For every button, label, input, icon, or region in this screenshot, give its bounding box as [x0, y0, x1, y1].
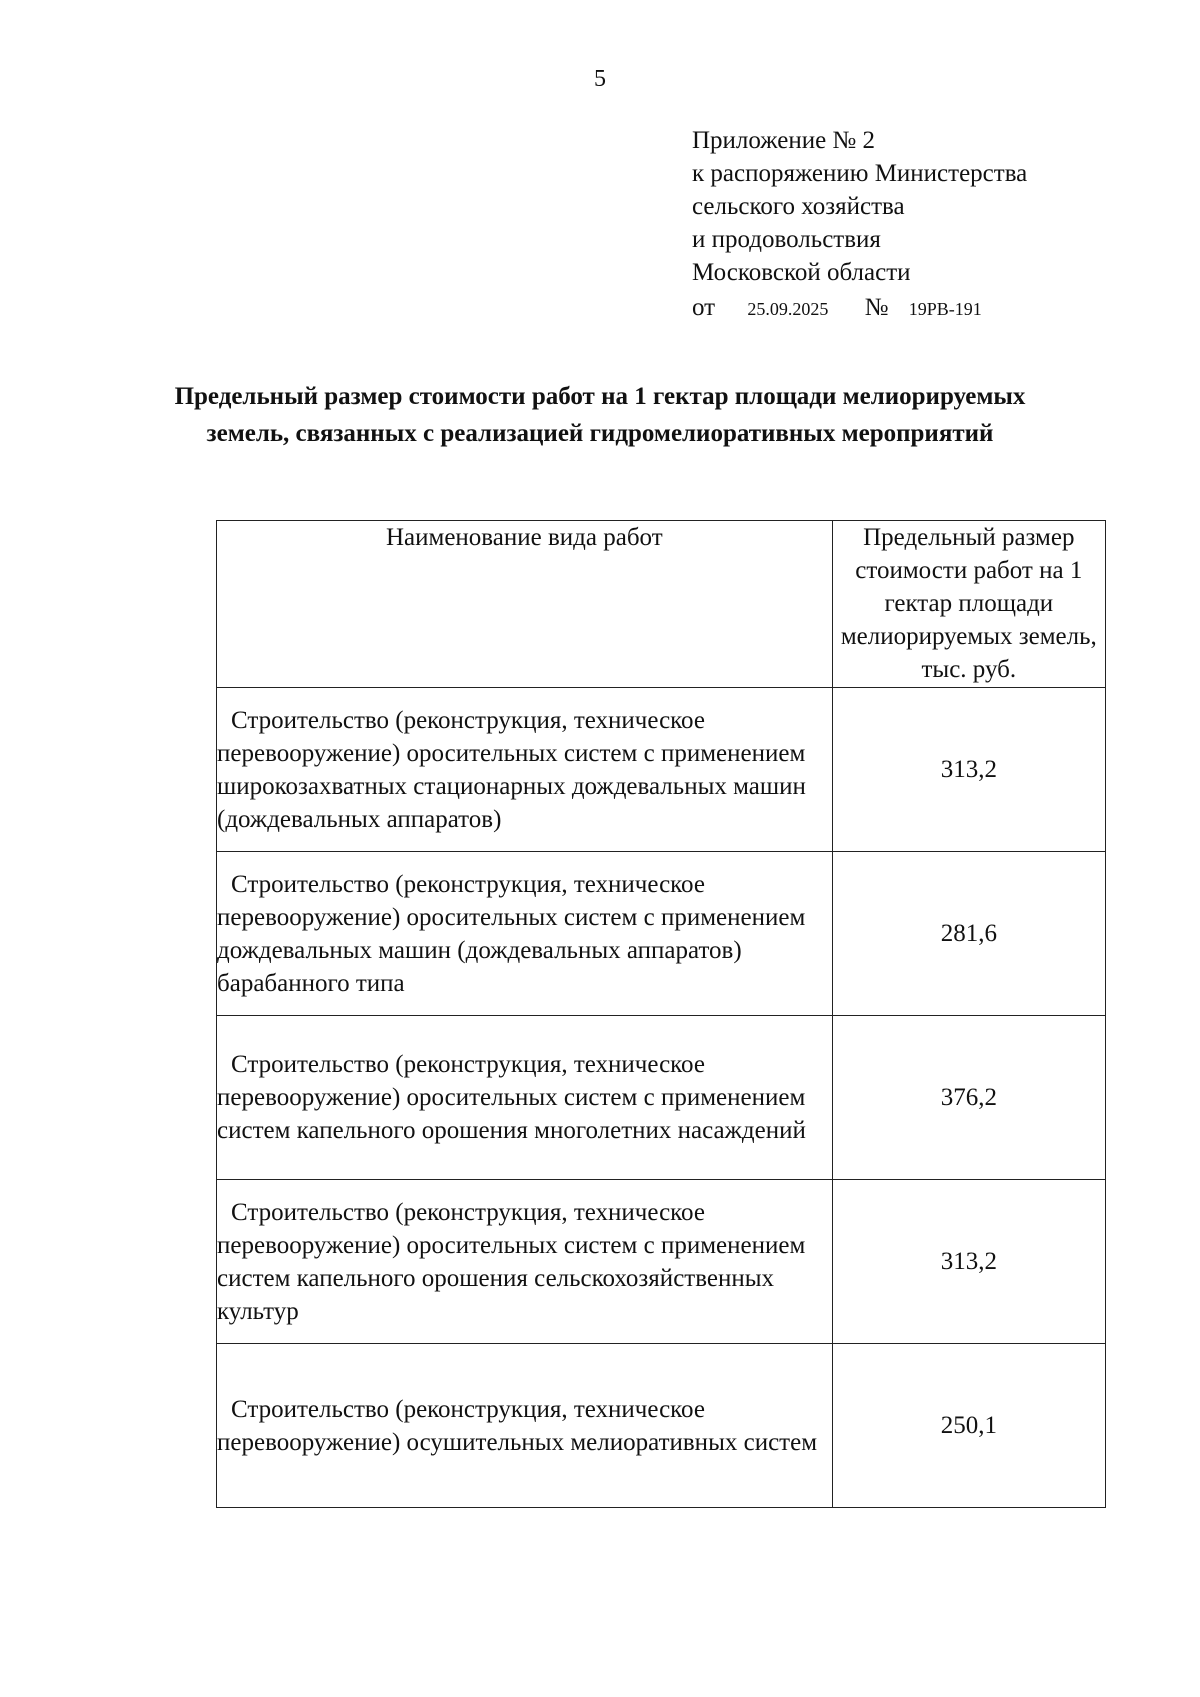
cost-value-cell: 250,1: [832, 1344, 1105, 1508]
table-row: [217, 1180, 1106, 1344]
table-row: [217, 1344, 1106, 1508]
work-name-cell: Строительство (реконструкция, техническое перевооружение) осушительных мелиоративных систем: [217, 1344, 833, 1508]
work-name-cell: Строительство (реконструкция, техническое перевооружение) оросительных систем с применением широкозахватных стационарных дождевальных машин (дождевальных аппаратов): [217, 688, 833, 852]
table-row: [217, 1016, 1106, 1180]
cost-value-cell: 281,6: [832, 852, 1105, 1016]
works-cost-table: [216, 520, 1106, 1508]
table-row: [217, 688, 1106, 852]
document-title: Предельный размер стоимости работ на 1 гектар площади мелиорируемых земель, связанных с реализацией гидромелиоративных мероприятий: [174, 383, 1026, 447]
work-name-cell: Строительство (реконструкция, техническое перевооружение) оросительных систем с применением систем капельного орошения сельскохозяйственных культур: [217, 1180, 833, 1344]
appendix-line: сельского хозяйства: [692, 193, 905, 220]
header-work-name: Наименование вида работ: [217, 521, 833, 688]
cost-value-cell: 313,2: [832, 688, 1105, 852]
order-number: 19РВ-191: [908, 299, 982, 319]
work-name-cell: Строительство (реконструкция, техническое перевооружение) оросительных систем с применением систем капельного орошения многолетних насаждений: [217, 1016, 833, 1180]
cost-value-cell: 313,2: [832, 1180, 1105, 1344]
page-number: 5: [594, 66, 606, 92]
appendix-line: к распоряжению Министерства: [692, 160, 1028, 187]
appendix-line: Приложение № 2: [692, 127, 876, 154]
date-label: от: [692, 294, 716, 321]
appendix-line: и продовольствия: [692, 226, 881, 253]
order-date: 25.09.2025: [747, 299, 829, 319]
appendix-line: Московской области: [692, 259, 911, 286]
appendix-block: [692, 124, 1027, 326]
order-date-line: [692, 291, 1027, 326]
cost-value-cell: 376,2: [832, 1016, 1105, 1180]
number-label: №: [864, 294, 889, 321]
table-row: [217, 852, 1106, 1016]
work-name-cell: Строительство (реконструкция, техническое перевооружение) оросительных систем с применением дождевальных машин (дождевальных аппаратов) барабанного типа: [217, 852, 833, 1016]
table-header-row: [217, 521, 1106, 688]
header-cost-limit: Предельный размер стоимости работ на 1 гектар площади мелиорируемых земель, тыс. руб.: [832, 521, 1105, 688]
